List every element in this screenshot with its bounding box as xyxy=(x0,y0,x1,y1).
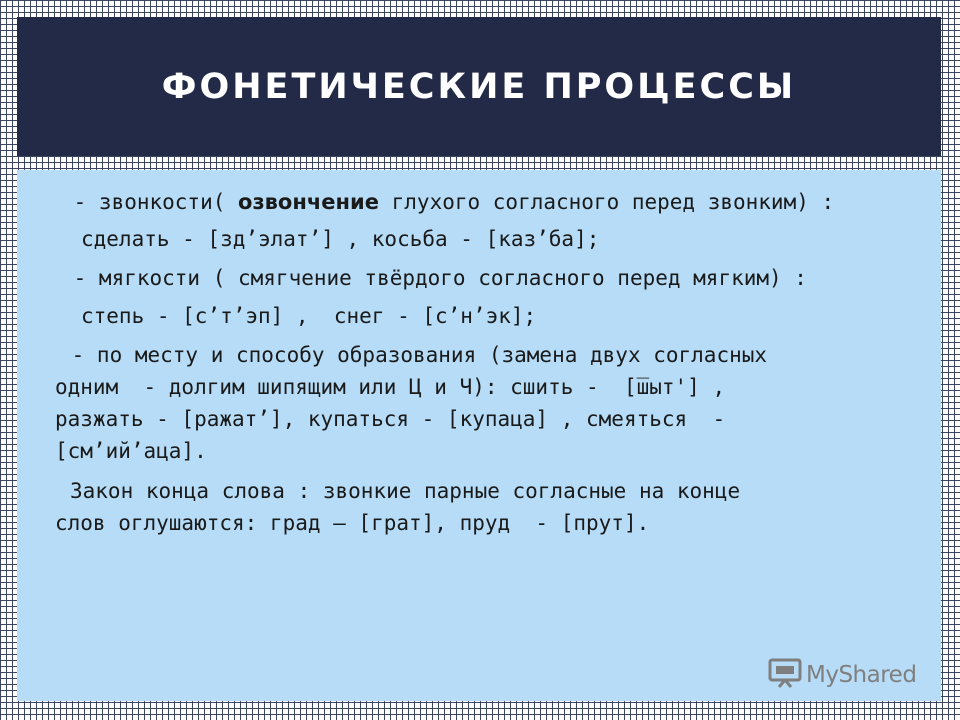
line-place-manner: - по месту и способу образования (замена двух согласных xyxy=(59,343,768,367)
watermark-text: MyShared xyxy=(806,662,917,688)
line-voicing xyxy=(61,188,834,216)
line-word-end-law-2: слов оглушаются: град – [грат], пруд - [прут]. xyxy=(55,511,650,535)
slide-title: ФОНЕТИЧЕСКИЕ ПРОЦЕССЫ xyxy=(161,66,797,107)
line-word-end-law: Закон конца слова : звонкие парные согласные на конце xyxy=(70,479,741,503)
line-voicing-examples: сделать - [зд’элат’] , косьба - [каз’ба]; xyxy=(81,227,600,251)
line-softness-examples: степь - [с’т’эп] , снег - [с’н’эк]; xyxy=(81,304,537,328)
content-panel xyxy=(17,170,941,701)
line-voicing-suffix: глухого согласного перед звонким) : xyxy=(379,190,835,214)
presentation-board-icon xyxy=(768,658,802,692)
line-softness: - мягкости ( смягчение твёрдого согласного перед мягким) : xyxy=(61,266,807,290)
line-place-manner-3: разжать - [ражат’], купаться - [купаца] , смеяться - xyxy=(55,407,726,431)
line-place-manner-4: [см’ий’аца]. xyxy=(55,439,207,463)
term-ozvonchenie: озвончение xyxy=(238,190,379,214)
line-voicing-prefix: - звонкости( xyxy=(61,190,239,214)
myshared-watermark xyxy=(768,657,916,693)
title-bar xyxy=(17,17,941,156)
line-place-manner-2: одним - долгим шипящим или Ц и Ч): сшить - [ш̅ыт'] , xyxy=(55,375,726,399)
